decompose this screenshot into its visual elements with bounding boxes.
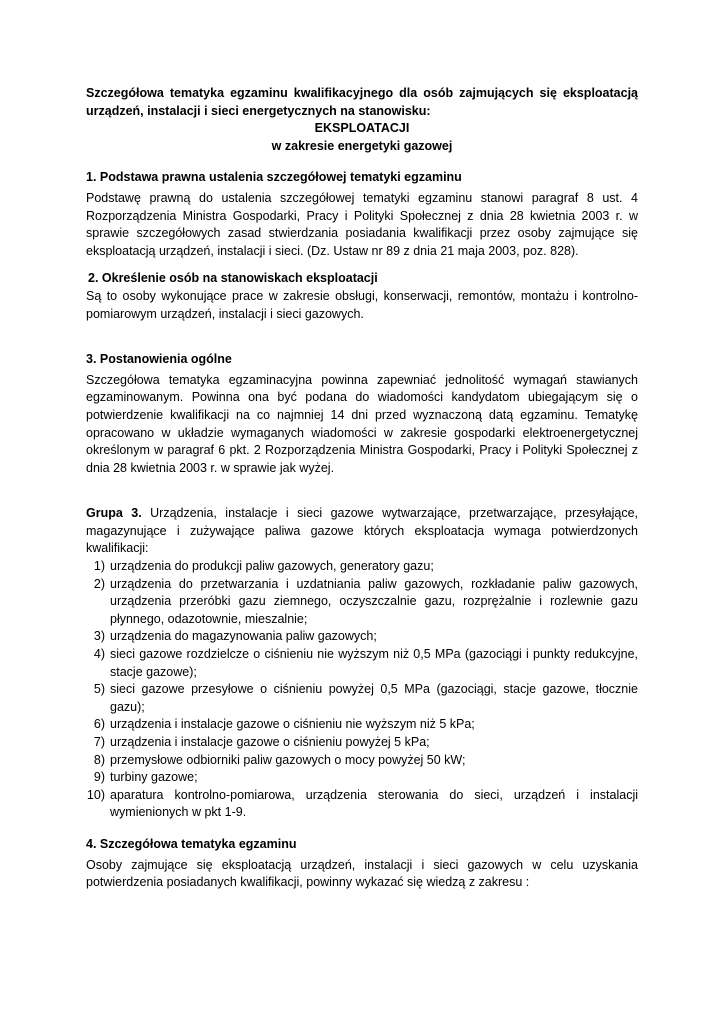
document-content (86, 85, 638, 892)
list-item-text: przemysłowe odbiorniki paliw gazowych o mocy powyżej 50 kW; (110, 752, 466, 767)
list-item (86, 628, 638, 646)
list-item-number: 4) (93, 647, 105, 662)
group3-label: Grupa 3. (86, 506, 142, 521)
section2-title: 2. Określenie osób na stanowiskach eksploatacji (88, 271, 378, 286)
header-scope: w zakresie energetyki gazowej (271, 138, 453, 153)
list-item-number: 6) (93, 717, 105, 732)
list-item-number: 7) (93, 735, 105, 749)
section3-text: Szczegółowa tematyka egzaminacyjna powinna zapewniać jednolitość wymagań stawianych egzaminowanym. Powinna ona być podana do wiadomości kandydatom ubiegającym się o potwierdzenie kwalifikacji na co najmniej 14 dni przed wyznaczoną datą egzaminu. Tematykę opracowano w układzie wymaganych wiadomości w zakresie gospodarki elektroenergetycznej określonym w paragraf 6 pkt. 2 Rozporządzenia Ministra Gospodarki, Pracy i Polityki Społecznej z dnia 28 kwietnia 2003 r. w sprawie jak wyżej. (86, 372, 638, 475)
list-item-text: urządzenia i instalacje gazowe o ciśnieniu nie wyższym niż 5 kPa; (110, 717, 475, 732)
list-item-text: urządzenia do produkcji paliw gazowych, generatory gazu; (110, 559, 434, 574)
section4-text: Osoby zajmujące się eksploatacją urządzeń, instalacji i sieci gazowych w celu uzyskania potwierdzenia posiadanych kwalifikacji, powinny wykazać się wiedzą z zakresu : (86, 857, 638, 890)
section4-title: 4. Szczegółowa tematyka egzaminu (86, 836, 297, 851)
list-item (86, 787, 638, 822)
list-item (86, 716, 638, 734)
list-item-number: 5) (93, 682, 105, 697)
list-item-number: 1) (93, 559, 105, 574)
section1-text: Podstawę prawną do ustalenia szczegółowej tematyki egzaminu stanowi paragraf 8 ust. 4 Rozporządzenia Ministra Gospodarki, Pracy i Polityki Społecznej z dnia 28 kwietnia 2003 r. w sprawie szczegółowych zasad stwierdzania posiadania kwalifikacji przez osoby zajmujące się eksploatacją urządzeń, instalacji i sieci. (Dz. Ustaw nr 89 z dnia 21 maja 2003, poz. 828). (86, 190, 638, 258)
list-item-number: 2) (93, 576, 105, 591)
list-item-text: turbiny gazowe; (110, 770, 198, 785)
list-item-text: sieci gazowe rozdzielcze o ciśnieniu nie wyższym niż 0,5 MPa (gazociągi i punkty redukcyjne, stacje gazowe); (110, 647, 638, 679)
list-item-number: 8) (93, 752, 105, 767)
list-item-number: 3) (93, 629, 105, 644)
list-item (86, 681, 638, 716)
group3-intro-text: Urządzenia, instalacje i sieci gazowe wytwarzające, przetwarzające, przesyłające, magazynujące i zużywające paliwa gazowe których eksploatacja wymaga potwierdzonych kwalifikacji: (86, 506, 638, 556)
list-item-text: urządzenia do przetwarzania i uzdatniania paliw gazowych, rozkładanie paliw gazowych, urządzenia przeróbki gazu ziemnego, oczyszczalnie gazu, rozprężalnie i rozlewnie gazu płynnego, odazotownie, mieszalnie; (110, 576, 638, 626)
list-item-number: 10) (86, 787, 105, 802)
list-item-text: aparatura kontrolno-pomiarowa, urządzenia sterowania do sieci, urządzeń i instalacji wymienionych w pkt 1-9. (110, 787, 638, 820)
list-item (86, 769, 638, 787)
section3-title: 3. Postanowienia ogólne (86, 352, 232, 367)
list-item (86, 752, 638, 770)
list-item (86, 558, 638, 576)
header-line1: Szczegółowa tematyka egzaminu kwalifikacyjnego dla osób zajmujących się eksploatacją urządzeń, instalacji i sieci energetycznych na stanowisku: (86, 86, 638, 118)
group3-intro (86, 505, 638, 558)
section2-text: Są to osoby wykonujące prace w zakresie obsługi, konserwacji, remontów, montażu i kontrolno-pomiarowym urządzeń, instalacji i sieci gazowych. (86, 288, 638, 321)
list-item-number: 9) (93, 770, 105, 785)
header-position: EKSPLOATACJI (314, 121, 410, 136)
group3-list (86, 558, 638, 822)
list-item (86, 576, 638, 629)
section1-title: 1. Podstawa prawna ustalenia szczegółowej tematyki egzaminu (86, 170, 462, 185)
list-item (86, 734, 638, 752)
list-item-text: urządzenia do magazynowania paliw gazowych; (110, 629, 377, 644)
list-item (86, 646, 638, 681)
list-item-text: urządzenia i instalacje gazowe o ciśnieniu powyżej 5 kPa; (110, 735, 430, 749)
list-item-text: sieci gazowe przesyłowe o ciśnieniu powyżej 0,5 MPa (gazociągi, stacje gazowe, tłocznie gazu); (110, 682, 638, 714)
